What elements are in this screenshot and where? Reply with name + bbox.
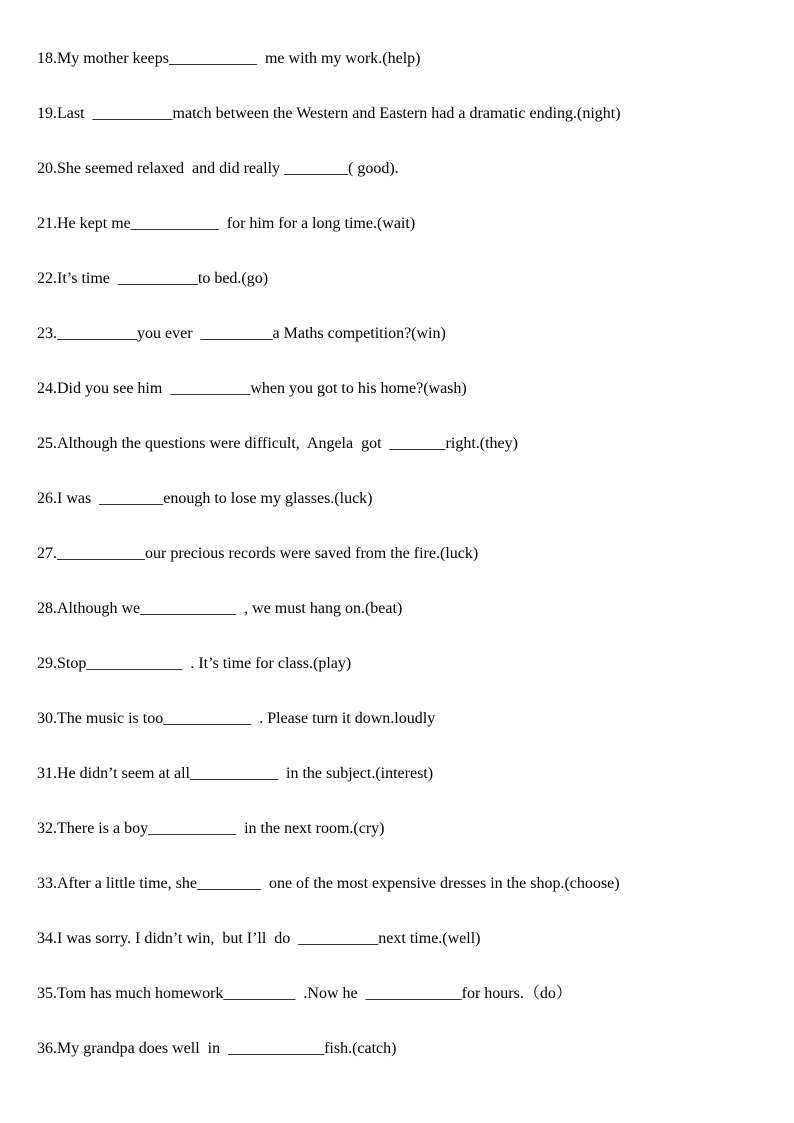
question-30: 30.The music is too___________ . Please turn it down.loudly [37,710,436,727]
question-25: 25.Although the questions were difficult, Angela got _______right.(they) [37,435,518,452]
question-27: 27.___________our precious records were saved from the fire.(luck) [37,545,479,562]
question-19: 19.Last __________match between the Western and Eastern had a dramatic ending.(night) [37,105,621,122]
question-33: 33.After a little time, she________ one of the most expensive dresses in the shop.(choose) [37,875,620,892]
question-23: 23.__________you ever _________a Maths competition?(win) [37,325,446,342]
question-31: 31.He didn’t seem at all___________ in the subject.(interest) [37,765,434,782]
question-32: 32.There is a boy___________ in the next room.(cry) [37,820,385,837]
question-35: 35.Tom has much homework_________ .Now he ____________for hours.（do） [37,985,572,1002]
worksheet [37,48,777,1093]
question-20: 20.She seemed relaxed and did really ________( good). [37,160,399,177]
question-28: 28.Although we____________ , we must hang on.(beat) [37,600,403,617]
question-26: 26.I was ________enough to lose my glasses.(luck) [37,490,373,507]
question-24: 24.Did you see him __________when you got to his home?(wash) [37,380,467,397]
question-21: 21.He kept me___________ for him for a long time.(wait) [37,215,416,232]
question-18: 18.My mother keeps___________ me with my work.(help) [37,50,421,67]
question-29: 29.Stop____________ . It’s time for class.(play) [37,655,352,672]
question-36: 36.My grandpa does well in ____________fish.(catch) [37,1040,397,1057]
question-34: 34.I was sorry. I didn’t win, but I’ll do __________next time.(well) [37,930,481,947]
question-22: 22.It’s time __________to bed.(go) [37,270,269,287]
